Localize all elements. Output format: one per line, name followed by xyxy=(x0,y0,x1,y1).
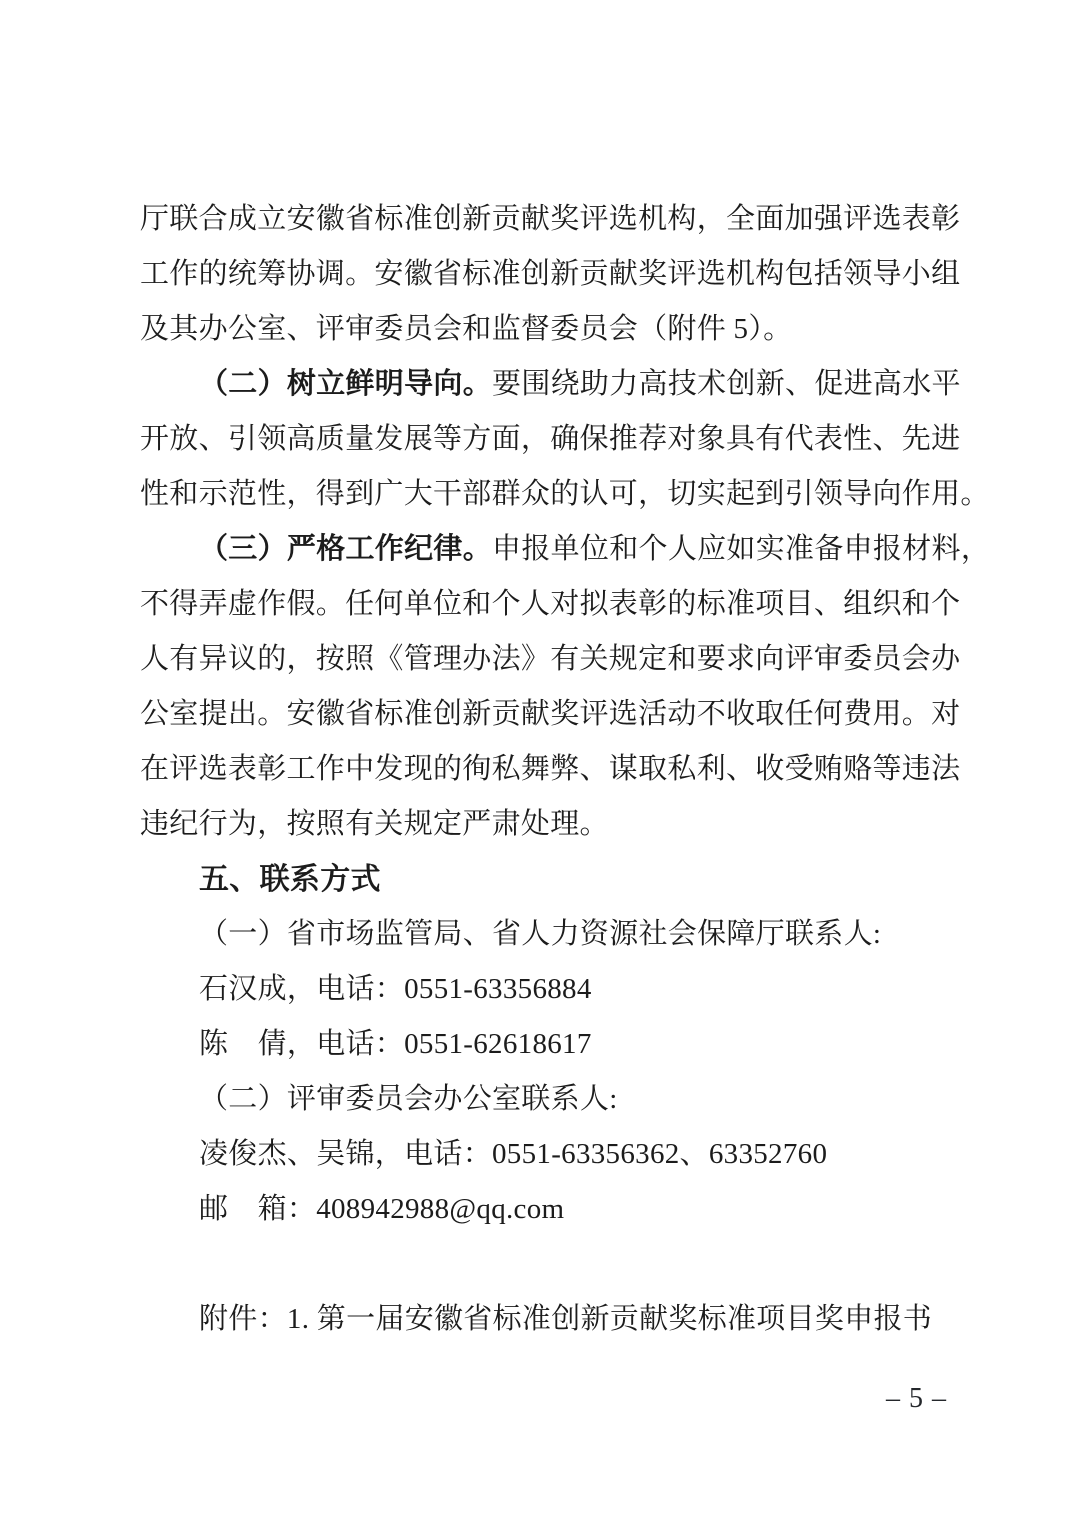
contact-line-phone-2: 陈 倩，电话：0551-62618617 xyxy=(199,1028,592,1060)
subheading-3-lead: （三）严格工作纪律。 xyxy=(199,533,493,565)
attachment-line: 附件：1. 第一届安徽省标准创新贡献奖标准项目奖申报书 xyxy=(199,1303,933,1335)
section-heading-contact: 五、联系方式 xyxy=(199,863,381,896)
body-line: 性和示范性，得到广大干部群众的认可，切实起到引领导向作用。 xyxy=(140,478,990,510)
page-number: – 5 – xyxy=(886,1383,947,1414)
contact-line-group-2: （二）评审委员会办公室联系人: xyxy=(199,1083,618,1115)
contact-line-email: 邮 箱：408942988@qq.com xyxy=(199,1193,565,1225)
body-line-subheading-2 xyxy=(140,357,985,412)
document-text-block xyxy=(140,192,991,1347)
body-line: 及其办公室、评审委员会和监督委员会（附件 5）。 xyxy=(140,313,793,345)
body-line: 厅联合成立安徽省标准创新贡献奖评选机构，全面加强评选表彰 xyxy=(140,203,961,235)
body-line: 工作的统筹协调。安徽省标准创新贡献奖评选机构包括领导小组 xyxy=(140,258,961,290)
body-line-subheading-3 xyxy=(140,522,991,577)
body-line: 不得弄虚作假。任何单位和个人对拟表彰的标准项目、组织和个 xyxy=(140,588,961,620)
blank-line xyxy=(140,1237,985,1292)
subheading-2-lead: （二）树立鲜明导向。 xyxy=(199,368,493,400)
body-line: 违纪行为，按照有关规定严肃处理。 xyxy=(140,808,609,840)
body-line: 在评选表彰工作中发现的徇私舞弊、谋取私利、收受贿赂等违法 xyxy=(140,753,961,785)
contact-line-group-1: （一）省市场监管局、省人力资源社会保障厅联系人: xyxy=(199,918,882,950)
contact-line-phone-1: 石汉成，电话：0551-63356884 xyxy=(199,973,592,1005)
body-line: 开放、引领高质量发展等方面，确保推荐对象具有代表性、先进 xyxy=(140,423,961,455)
contact-line-phone-3: 凌俊杰、吴锦，电话：0551-63356362、63352760 xyxy=(199,1138,828,1170)
body-line: 人有异议的，按照《管理办法》有关规定和要求向评审委员会办 xyxy=(140,643,961,675)
body-line-text: 申报单位和个人应如实准备申报材料， xyxy=(492,533,991,565)
body-line: 公室提出。安徽省标准创新贡献奖评选活动不收取任何费用。对 xyxy=(140,698,961,730)
body-line-text: 要围绕助力高技术创新、促进高水平 xyxy=(492,368,961,400)
